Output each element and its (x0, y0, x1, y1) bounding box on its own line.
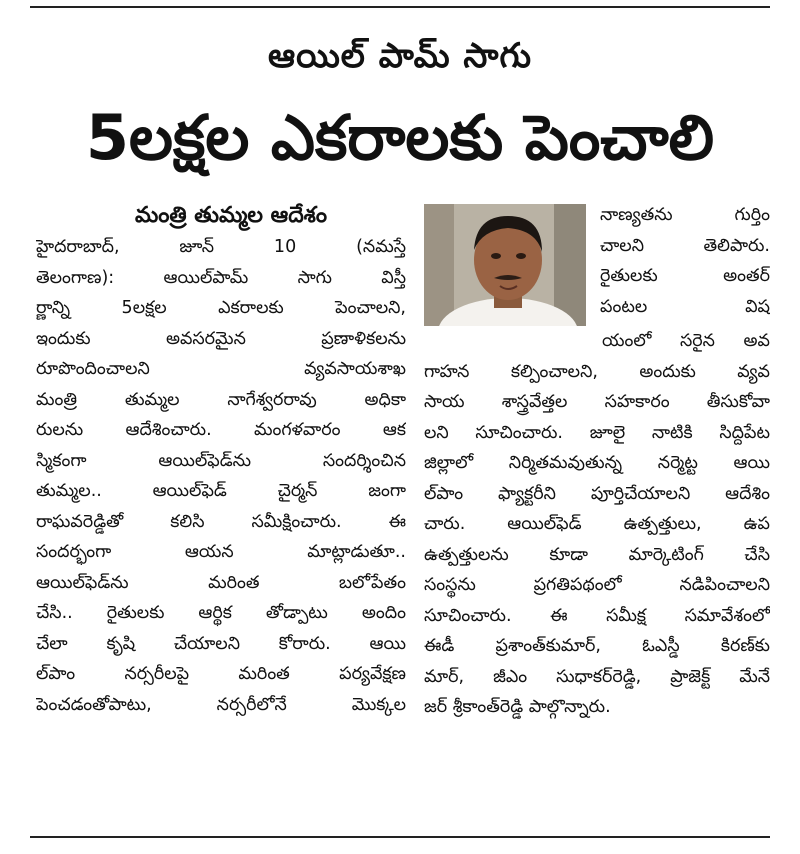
minister-photo (424, 204, 586, 326)
article-line: ఉత్పత్తులను కూడా మార్కెటింగ్ చేసి (424, 544, 770, 565)
article-line: ల్‌పాం నర్సరీలపై మరింత పర్యవేక్షణ (36, 664, 406, 684)
kicker-title: ఆయిల్ పామ్ సాగు (267, 36, 533, 76)
article-line: రులను ఆదేశించారు. మంగళవారం ఆక (36, 420, 406, 440)
short-lines (586, 200, 770, 326)
article-line: పంటల విష (600, 296, 770, 317)
article-line: ఇందుకు అవసరమైన ప్రణాళికలను (36, 328, 406, 349)
headline: 5లక్షల ఎకరాలకు పెంచాలి (85, 101, 715, 174)
article-line: మార్, జీఎం సుధాకర్‌రెడ్డి, ప్రాజెక్ట్ మేనే (424, 666, 770, 687)
photo-wrap-block (424, 200, 770, 326)
article-line: పెంచడంతోపాటు, నర్సరీలోనే మొక్కల (36, 694, 406, 715)
article-line: యంలో సరైన అవ (602, 331, 770, 351)
article-line: లని సూచించారు. జూలై నాటికి సిద్దిపేట (424, 422, 770, 443)
article-line: చాలని తెలిపారు. (600, 235, 770, 256)
article-line: సాయ శాస్త్రవేత్తల సహకారం తీసుకోవా (424, 392, 770, 412)
article-line: రాఘవరెడ్డితో కలిసి సమీక్షించారు. ఈ (36, 511, 406, 532)
article-line: ర్ణాన్ని 5లక్షల ఎకరాలకు పెంచాలని, (36, 298, 406, 318)
article-line: జిల్లాలో నిర్మితమవుతున్న నర్మెట్ట ఆయి (424, 453, 770, 473)
article-line: జర్ శ్రీకాంత్‌రెడ్డి పాల్గొన్నారు. (424, 697, 611, 717)
article-line: రూపొందించాలని వ్యవసాయశాఖ (36, 359, 406, 379)
article-line: ఈడీ ప్రశాంత్‌కుమార్, ఓఎస్డీ కిరణ్‌కు (424, 636, 770, 656)
article-line: నాణ్యతను గుర్తిం (600, 205, 770, 225)
article-line: గాహన కల్పించాలని, అందుకు వ్యవ (424, 361, 770, 382)
portrait-image (424, 204, 586, 326)
article-line: సూచించారు. ఈ సమీక్ష సమావేశంలో (424, 605, 770, 626)
right-column (424, 200, 770, 723)
bottom-rule (30, 836, 770, 838)
article-line: స్మికంగా ఆయిల్‌ఫెడ్‌ను సందర్శించిన (36, 450, 406, 471)
article-line: రైతులకు అంతర్ (600, 266, 770, 286)
article-line: హైదరాబాద్, జూన్ 10 (నమస్తే (36, 237, 406, 257)
article-line: ఆయిల్‌ఫెడ్‌ను మరింత బలోపేతం (36, 572, 406, 593)
article-line: ల్‌పాం ఫ్యాక్టరీని పూర్తిచేయాలని ఆదేశిం (424, 483, 770, 504)
subheadline: మంత్రి తుమ్మల ఆదేశం (134, 203, 328, 228)
top-rule (30, 6, 770, 8)
article-line: మంత్రి తుమ్మల నాగేశ్వరరావు అధికా (36, 389, 406, 410)
article-line: సంస్థను ప్రగతిపథంలో నడిపించాలని (424, 575, 770, 595)
article-line: చారు. ఆయిల్‌ఫెడ్ ఉత్పత్తులు, ఉప (424, 514, 770, 534)
article-line: తుమ్మల.. ఆయిల్‌ఫెడ్ చైర్మన్ జంగా (36, 481, 406, 501)
article-line: చేసి.. రైతులకు ఆర్థిక తోడ్పాటు అందిం (36, 603, 406, 623)
article-line: చేలా కృషి చేయాలని కోరారు. ఆయి (36, 633, 406, 654)
article-line: సందర్భంగా ఆయన మాట్లాడుతూ.. (36, 542, 406, 562)
article-line: తెలంగాణ): ఆయిల్‌పామ్ సాగు విస్తీ (36, 267, 406, 288)
left-column (36, 200, 406, 720)
